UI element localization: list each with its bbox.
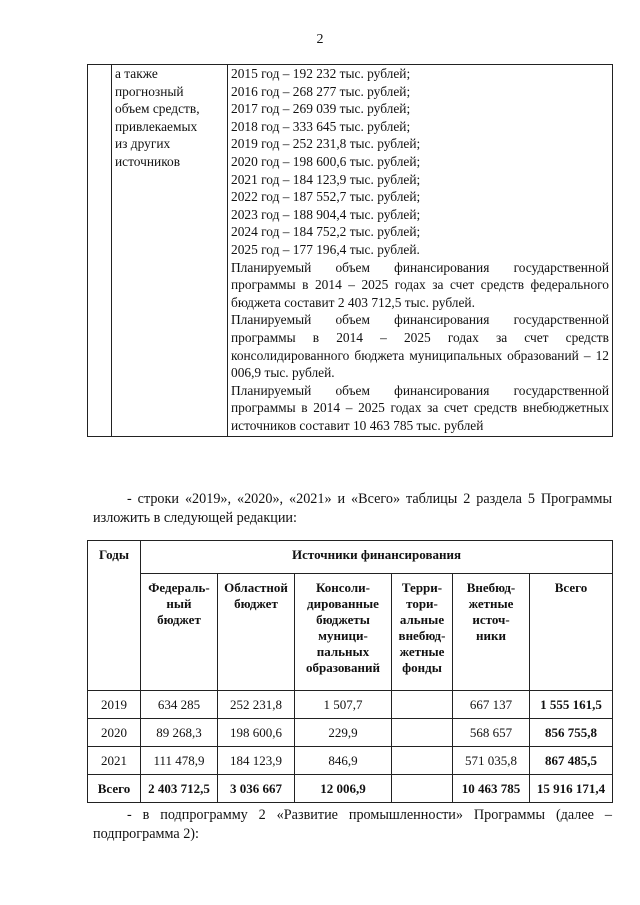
- header-territorial: Терри- тори- альные внебюд- жетные фонды: [392, 574, 453, 691]
- federal-budget-paragraph: Планируемый объем финансирования государственной программы в 2014 – 2025 годах за счет средств федерального бюджета составит 2 403 712,5 тыс. рублей.: [231, 259, 609, 310]
- territorial-cell: [392, 691, 453, 719]
- intro-paragraph: - строки «2019», «2020», «2021» и «Всего» таблицы 2 раздела 5 Программы изложить в следующей редакции:: [93, 491, 612, 526]
- extra-cell: 10 463 785: [453, 775, 530, 803]
- regional-cell: 198 600,6: [218, 719, 295, 747]
- municipal-cell: 1 507,7: [295, 691, 392, 719]
- territorial-cell: [392, 747, 453, 775]
- municipal-cell: 229,9: [295, 719, 392, 747]
- extra-cell: 568 657: [453, 719, 530, 747]
- extrabudget-paragraph: Планируемый объем финансирования государственной программы в 2014 – 2025 годах за счет средств внебюджетных источников составит 10 463 785 тыс. рублей: [231, 382, 609, 433]
- header-federal: Федераль- ный бюджет: [141, 574, 218, 691]
- total-cell: 15 916 171,4: [530, 775, 613, 803]
- page-number: 2: [316, 32, 324, 47]
- total-cell: 1 555 161,5: [530, 691, 613, 719]
- year-cell: 2019: [88, 691, 141, 719]
- total-row: [88, 775, 613, 803]
- federal-cell: 2 403 712,5: [141, 775, 218, 803]
- federal-cell: 111 478,9: [141, 747, 218, 775]
- year-cell: Всего: [88, 775, 141, 803]
- year-amount-line: 2025 год – 177 196,4 тыс. рублей.: [231, 241, 420, 257]
- empty-cell: [88, 65, 112, 437]
- header-years: Годы: [88, 541, 141, 691]
- outro-paragraph: - в подпрограмму 2 «Развитие промышленности» Программы (далее – подпрограмма 2):: [93, 807, 612, 842]
- year-amount-line: 2017 год – 269 039 тыс. рублей;: [231, 101, 411, 117]
- label-line: из других: [115, 136, 171, 152]
- year-amount-line: 2015 год – 192 232 тыс. рублей;: [231, 66, 411, 81]
- regional-cell: 3 036 667: [218, 775, 295, 803]
- year-amount-line: 2016 год – 268 277 тыс. рублей;: [231, 83, 411, 99]
- municipal-cell: 846,9: [295, 747, 392, 775]
- year-amount-line: 2019 год – 252 231,8 тыс. рублей;: [231, 136, 421, 152]
- regional-cell: 184 123,9: [218, 747, 295, 775]
- year-amount-line: 2023 год – 188 904,4 тыс. рублей;: [231, 206, 421, 222]
- header-total: Всего: [530, 574, 613, 691]
- year-amount-line: 2018 год – 333 645 тыс. рублей;: [231, 118, 411, 134]
- municipal-budget-paragraph: Планируемый объем финансирования государственной программы в 2014 – 2025 годах за счет средств консолидированного бюджета муниципальных образований – 12 006,9 тыс. рублей.: [231, 312, 609, 381]
- federal-cell: 634 285: [141, 691, 218, 719]
- total-cell: 856 755,8: [530, 719, 613, 747]
- header-sources: Источники финансирования: [141, 541, 613, 574]
- table-row: [88, 691, 613, 719]
- extra-cell: 667 137: [453, 691, 530, 719]
- extra-cell: 571 035,8: [453, 747, 530, 775]
- federal-cell: 89 268,3: [141, 719, 218, 747]
- year-amount-line: 2022 год – 187 552,7 тыс. рублей;: [231, 189, 421, 205]
- year-amount-line: 2020 год – 198 600,6 тыс. рублей;: [231, 153, 421, 169]
- financing-table: [87, 540, 613, 803]
- territorial-cell: [392, 775, 453, 803]
- funding-sources-table: [87, 64, 613, 437]
- header-regional: Областной бюджет: [218, 574, 295, 691]
- header-municipal: Консоли- дированные бюджеты муници- пальных образований: [295, 574, 392, 691]
- year-amount-line: 2024 год – 184 752,2 тыс. рублей;: [231, 224, 421, 240]
- year-cell: 2020: [88, 719, 141, 747]
- table-row: [88, 719, 613, 747]
- funding-detail-cell: [228, 65, 613, 437]
- label-line: объем средств,: [115, 101, 200, 117]
- table-row: [88, 747, 613, 775]
- label-line: привлекаемых: [115, 118, 198, 134]
- total-cell: 867 485,5: [530, 747, 613, 775]
- year-cell: 2021: [88, 747, 141, 775]
- label-line: прогнозный: [115, 83, 184, 99]
- territorial-cell: [392, 719, 453, 747]
- label-line: а также: [115, 66, 158, 81]
- label-line: источников: [115, 153, 181, 169]
- funding-label-cell: [112, 65, 228, 437]
- year-amount-line: 2021 год – 184 123,9 тыс. рублей;: [231, 171, 421, 187]
- municipal-cell: 12 006,9: [295, 775, 392, 803]
- regional-cell: 252 231,8: [218, 691, 295, 719]
- header-extrabudget: Внебюд- жетные источ- ники: [453, 574, 530, 691]
